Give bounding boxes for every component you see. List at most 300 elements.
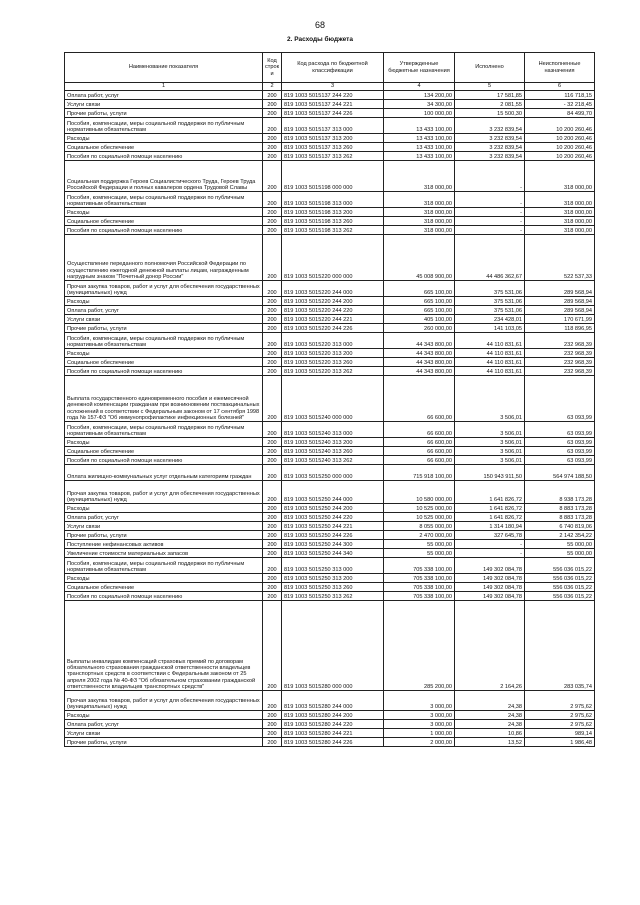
col-number: 4	[384, 83, 455, 91]
table-row	[65, 226, 595, 235]
row-budget-code: 819 1003 5015240 313 260	[282, 447, 384, 456]
table-row	[65, 235, 595, 281]
row-approved: 705 338 100,00	[384, 592, 455, 601]
row-budget-code: 819 1003 5015220 313 000	[282, 333, 384, 349]
row-unexecuted: 556 036 015,22	[525, 583, 595, 592]
row-line-code: 200	[263, 574, 282, 583]
table-row	[65, 422, 595, 438]
row-approved: 10 580 000,00	[384, 481, 455, 504]
row-name: Расходы	[65, 504, 263, 513]
row-unexecuted: 55 000,00	[525, 549, 595, 558]
row-executed: 3 232 839,54	[455, 152, 525, 161]
table-row	[65, 297, 595, 306]
row-approved: 13 433 100,00	[384, 134, 455, 143]
row-line-code: 200	[263, 729, 282, 738]
row-unexecuted: 63 093,99	[525, 422, 595, 438]
row-executed: -	[455, 161, 525, 192]
row-executed: 44 110 831,61	[455, 333, 525, 349]
row-budget-code: 819 1003 5015137 313 262	[282, 152, 384, 161]
row-name: Расходы	[65, 349, 263, 358]
row-line-code: 200	[263, 738, 282, 747]
row-approved: 10 525 000,00	[384, 513, 455, 522]
table-row	[65, 217, 595, 226]
row-budget-code: 819 1003 5015250 244 300	[282, 540, 384, 549]
row-line-code: 200	[263, 192, 282, 208]
column-number-row	[65, 83, 595, 91]
row-line-code: 200	[263, 118, 282, 134]
table-row	[65, 100, 595, 109]
table-row	[65, 540, 595, 549]
row-executed: 149 302 084,78	[455, 583, 525, 592]
row-line-code: 200	[263, 208, 282, 217]
row-unexecuted: 63 093,99	[525, 438, 595, 447]
row-unexecuted: 232 968,39	[525, 333, 595, 349]
row-approved: 318 000,00	[384, 226, 455, 235]
row-name: Прочая закупка товаров, работ и услуг для обеспечения государственных (муниципальных) нужд	[65, 481, 263, 504]
row-budget-code: 819 1003 5015280 244 000	[282, 691, 384, 711]
row-executed: 2 081,55	[455, 100, 525, 109]
table-row	[65, 504, 595, 513]
table-row	[65, 152, 595, 161]
row-unexecuted: 564 974 188,50	[525, 465, 595, 481]
row-line-code: 200	[263, 540, 282, 549]
row-unexecuted: 283 035,74	[525, 601, 595, 691]
row-approved: 705 338 100,00	[384, 574, 455, 583]
row-name: Пособия, компенсации, меры социальной поддержки по публичным нормативным обязательствам	[65, 333, 263, 349]
row-name: Пособия по социальной помощи населению	[65, 367, 263, 376]
row-unexecuted: 2 142 354,22	[525, 531, 595, 540]
row-name: Оплата работ, услуг	[65, 306, 263, 315]
row-line-code: 200	[263, 691, 282, 711]
row-name: Осуществление переданного полномочия Российской Федерации по осуществлению ежегодной денежной выплаты лицам, награжденным нагрудным знаком "Почетный донор России"	[65, 235, 263, 281]
row-budget-code: 819 1003 5015250 244 200	[282, 504, 384, 513]
table-row	[65, 456, 595, 465]
row-line-code: 200	[263, 152, 282, 161]
row-budget-code: 819 1003 5015198 313 262	[282, 226, 384, 235]
col-header-line: Код строк и	[263, 53, 282, 83]
row-line-code: 200	[263, 143, 282, 152]
row-budget-code: 819 1003 5015240 313 000	[282, 422, 384, 438]
row-executed: 3 232 839,54	[455, 143, 525, 152]
row-executed: 24,38	[455, 691, 525, 711]
row-unexecuted: 318 000,00	[525, 226, 595, 235]
row-name: Расходы	[65, 208, 263, 217]
row-budget-code: 819 1003 5015220 000 000	[282, 235, 384, 281]
row-name: Услуги связи	[65, 100, 263, 109]
row-unexecuted: 318 000,00	[525, 192, 595, 208]
row-budget-code: 819 1003 5015137 244 226	[282, 109, 384, 118]
row-budget-code: 819 1003 5015250 313 000	[282, 558, 384, 574]
row-approved: 66 600,00	[384, 456, 455, 465]
col-header-executed: Исполнено	[455, 53, 525, 83]
row-budget-code: 819 1003 5015280 244 220	[282, 720, 384, 729]
row-executed: 375 531,06	[455, 297, 525, 306]
row-line-code: 200	[263, 358, 282, 367]
row-unexecuted: 289 568,94	[525, 281, 595, 297]
row-name: Выплата государственного единовременного пособия и ежемесячной денежной компенсации гражданам при возникновении поствакцинальных осложнений в соответствии с Федеральным законом от 17 сентября 1998 года № 157-ФЗ "Об иммунопрофилактике инфекционных болезней"	[65, 376, 263, 422]
table-body	[65, 91, 595, 747]
row-executed: 24,38	[455, 720, 525, 729]
row-approved: 3 000,00	[384, 711, 455, 720]
row-unexecuted: 63 093,99	[525, 447, 595, 456]
row-name: Расходы	[65, 134, 263, 143]
table-row	[65, 324, 595, 333]
row-line-code: 200	[263, 583, 282, 592]
row-name: Социальная поддержка Героев Социалистического Труда, Героев Труда Российской Федерации и полных кавалеров ордена Трудовой Славы	[65, 161, 263, 192]
table-row	[65, 522, 595, 531]
row-line-code: 200	[263, 481, 282, 504]
row-budget-code: 819 1003 5015280 244 221	[282, 729, 384, 738]
row-executed: 3 506,01	[455, 438, 525, 447]
col-header-approved: Утвержденные бюджетные назначения	[384, 53, 455, 83]
row-name: Пособия, компенсации, меры социальной поддержки по публичным нормативным обязательствам	[65, 422, 263, 438]
row-approved: 55 000,00	[384, 549, 455, 558]
row-name: Прочие работы, услуги	[65, 738, 263, 747]
row-budget-code: 819 1003 5015280 244 226	[282, 738, 384, 747]
row-executed: -	[455, 540, 525, 549]
row-line-code: 200	[263, 456, 282, 465]
col-number: 5	[455, 83, 525, 91]
row-approved: 2 000,00	[384, 738, 455, 747]
row-executed: 375 531,06	[455, 281, 525, 297]
table-row	[65, 438, 595, 447]
row-approved: 66 600,00	[384, 447, 455, 456]
row-executed: 3 506,01	[455, 422, 525, 438]
row-name: Социальное обеспечение	[65, 358, 263, 367]
row-budget-code: 819 1003 5015250 313 260	[282, 583, 384, 592]
row-approved: 705 338 100,00	[384, 558, 455, 574]
row-budget-code: 819 1003 5015137 313 260	[282, 143, 384, 152]
row-unexecuted: 2 975,62	[525, 711, 595, 720]
row-line-code: 200	[263, 522, 282, 531]
col-number: 1	[65, 83, 263, 91]
row-budget-code: 819 1003 5015240 313 262	[282, 456, 384, 465]
row-name: Пособия по социальной помощи населению	[65, 226, 263, 235]
row-executed: 150 943 911,50	[455, 465, 525, 481]
row-line-code: 200	[263, 134, 282, 143]
row-budget-code: 819 1003 5015137 244 220	[282, 91, 384, 100]
row-unexecuted: 289 568,94	[525, 297, 595, 306]
table-row	[65, 315, 595, 324]
table-row	[65, 592, 595, 601]
row-unexecuted: 232 968,39	[525, 358, 595, 367]
row-name: Услуги связи	[65, 522, 263, 531]
row-approved: 318 000,00	[384, 192, 455, 208]
row-approved: 45 008 900,00	[384, 235, 455, 281]
row-unexecuted: 556 036 015,22	[525, 558, 595, 574]
row-name: Увеличение стоимости материальных запасов	[65, 549, 263, 558]
row-budget-code: 819 1003 5015220 244 200	[282, 297, 384, 306]
row-budget-code: 819 1003 5015240 000 000	[282, 376, 384, 422]
table-row	[65, 513, 595, 522]
row-line-code: 200	[263, 438, 282, 447]
col-header-code: Код расхода по бюджетной классификации	[282, 53, 384, 83]
row-name: Пособия по социальной помощи населению	[65, 152, 263, 161]
row-executed: 1 641 826,72	[455, 504, 525, 513]
row-approved: 3 000,00	[384, 691, 455, 711]
row-name: Расходы	[65, 574, 263, 583]
table-row	[65, 481, 595, 504]
row-line-code: 200	[263, 109, 282, 118]
row-line-code: 200	[263, 422, 282, 438]
row-executed: 3 506,01	[455, 456, 525, 465]
row-line-code: 200	[263, 297, 282, 306]
page-number: 68	[314, 20, 325, 30]
row-approved: 44 343 800,00	[384, 358, 455, 367]
col-header-name: Наименование показателя	[65, 53, 263, 83]
row-executed: -	[455, 217, 525, 226]
row-approved: 665 100,00	[384, 297, 455, 306]
table-row	[65, 376, 595, 422]
table-row	[65, 91, 595, 100]
table-row	[65, 574, 595, 583]
row-line-code: 200	[263, 349, 282, 358]
row-approved: 44 343 800,00	[384, 367, 455, 376]
row-approved: 3 000,00	[384, 720, 455, 729]
row-unexecuted: 8 883 173,28	[525, 504, 595, 513]
row-executed: 1 641 826,72	[455, 513, 525, 522]
table-row	[65, 192, 595, 208]
row-approved: 715 918 100,00	[384, 465, 455, 481]
table-row	[65, 738, 595, 747]
row-name: Поступление нефинансовых активов	[65, 540, 263, 549]
row-unexecuted: 63 093,99	[525, 376, 595, 422]
row-name: Прочие работы, услуги	[65, 531, 263, 540]
row-unexecuted: 8 883 173,28	[525, 513, 595, 522]
table-row	[65, 711, 595, 720]
row-name: Пособия, компенсации, меры социальной поддержки по публичным нормативным обязательствам	[65, 192, 263, 208]
row-executed: 1 641 826,72	[455, 481, 525, 504]
row-line-code: 200	[263, 315, 282, 324]
table-row	[65, 549, 595, 558]
table-row	[65, 720, 595, 729]
table-row	[65, 161, 595, 192]
row-executed: 10,86	[455, 729, 525, 738]
table-row	[65, 583, 595, 592]
row-unexecuted: 232 968,39	[525, 367, 595, 376]
row-line-code: 200	[263, 324, 282, 333]
row-line-code: 200	[263, 100, 282, 109]
table-row	[65, 447, 595, 456]
row-approved: 705 338 100,00	[384, 583, 455, 592]
col-number: 6	[525, 83, 595, 91]
table-row	[65, 134, 595, 143]
row-executed: 3 506,01	[455, 447, 525, 456]
row-line-code: 200	[263, 217, 282, 226]
row-approved: 44 343 800,00	[384, 349, 455, 358]
row-name: Социальное обеспечение	[65, 447, 263, 456]
row-name: Пособия, компенсации, меры социальной поддержки по публичным нормативным обязательствам	[65, 558, 263, 574]
row-budget-code: 819 1003 5015250 313 262	[282, 592, 384, 601]
row-budget-code: 819 1003 5015220 313 260	[282, 358, 384, 367]
row-executed: -	[455, 192, 525, 208]
row-unexecuted: 289 568,94	[525, 306, 595, 315]
row-executed: -	[455, 226, 525, 235]
row-line-code: 200	[263, 235, 282, 281]
table-row	[65, 531, 595, 540]
row-executed: 375 531,06	[455, 306, 525, 315]
row-executed: 1 314 180,94	[455, 522, 525, 531]
row-budget-code: 819 1003 5015220 244 221	[282, 315, 384, 324]
row-unexecuted: 55 000,00	[525, 540, 595, 549]
row-name: Социальное обеспечение	[65, 143, 263, 152]
row-unexecuted: 232 968,39	[525, 349, 595, 358]
row-unexecuted: 2 975,62	[525, 691, 595, 711]
row-approved: 100 000,00	[384, 109, 455, 118]
row-approved: 405 100,00	[384, 315, 455, 324]
row-executed: 149 302 084,78	[455, 592, 525, 601]
row-unexecuted: 1 986,48	[525, 738, 595, 747]
row-budget-code: 819 1003 5015220 313 262	[282, 367, 384, 376]
row-line-code: 200	[263, 592, 282, 601]
row-approved: 318 000,00	[384, 161, 455, 192]
row-budget-code: 819 1003 5015198 000 000	[282, 161, 384, 192]
row-unexecuted: 84 499,70	[525, 109, 595, 118]
row-budget-code: 819 1003 5015220 244 220	[282, 306, 384, 315]
row-unexecuted: 6 740 819,06	[525, 522, 595, 531]
row-executed: 3 232 839,54	[455, 134, 525, 143]
row-unexecuted: 318 000,00	[525, 208, 595, 217]
row-executed: 141 103,05	[455, 324, 525, 333]
row-line-code: 200	[263, 333, 282, 349]
row-line-code: 200	[263, 226, 282, 235]
row-unexecuted: 10 200 260,46	[525, 152, 595, 161]
row-budget-code: 819 1003 5015250 313 200	[282, 574, 384, 583]
col-header-unexecuted: Неисполненные назначения	[525, 53, 595, 83]
table-row	[65, 367, 595, 376]
row-executed: 44 110 831,61	[455, 358, 525, 367]
row-budget-code: 819 1003 5015280 000 000	[282, 601, 384, 691]
row-budget-code: 819 1003 5015198 313 200	[282, 208, 384, 217]
row-unexecuted: 170 671,99	[525, 315, 595, 324]
row-line-code: 200	[263, 91, 282, 100]
row-executed: 44 110 831,61	[455, 349, 525, 358]
row-unexecuted: 522 537,33	[525, 235, 595, 281]
row-budget-code: 819 1003 5015250 244 220	[282, 513, 384, 522]
row-approved: 10 525 000,00	[384, 504, 455, 513]
row-line-code: 200	[263, 558, 282, 574]
row-executed: 44 486 362,67	[455, 235, 525, 281]
row-approved: 66 600,00	[384, 376, 455, 422]
row-name: Прочая закупка товаров, работ и услуг для обеспечения государственных (муниципальных) нужд	[65, 281, 263, 297]
row-executed: 149 302 084,78	[455, 558, 525, 574]
row-name: Социальное обеспечение	[65, 217, 263, 226]
row-budget-code: 819 1003 5015250 244 221	[282, 522, 384, 531]
row-approved: 8 055 000,00	[384, 522, 455, 531]
table-row	[65, 281, 595, 297]
row-unexecuted: 10 200 260,46	[525, 143, 595, 152]
row-unexecuted: 116 718,15	[525, 91, 595, 100]
row-approved: 55 000,00	[384, 540, 455, 549]
row-unexecuted: 556 036 015,22	[525, 592, 595, 601]
row-unexecuted: 10 200 260,46	[525, 134, 595, 143]
row-name: Оплата жилищно-коммунальных услуг отдельным категориям граждан	[65, 465, 263, 481]
row-name: Оплата работ, услуг	[65, 720, 263, 729]
row-approved: 318 000,00	[384, 208, 455, 217]
row-unexecuted: 318 000,00	[525, 217, 595, 226]
row-line-code: 200	[263, 367, 282, 376]
row-approved: 665 100,00	[384, 281, 455, 297]
table-row	[65, 601, 595, 691]
section-title: 2. Расходы бюджета	[287, 36, 353, 43]
row-name: Расходы	[65, 297, 263, 306]
row-budget-code: 819 1003 5015250 244 226	[282, 531, 384, 540]
table-row	[65, 358, 595, 367]
table-row	[65, 306, 595, 315]
row-approved: 1 000,00	[384, 729, 455, 738]
row-line-code: 200	[263, 504, 282, 513]
table-row	[65, 691, 595, 711]
row-name: Прочие работы, услуги	[65, 109, 263, 118]
row-approved: 44 343 800,00	[384, 333, 455, 349]
row-name: Прочие работы, услуги	[65, 324, 263, 333]
row-name: Социальное обеспечение	[65, 583, 263, 592]
col-number: 2	[263, 83, 282, 91]
row-unexecuted: 10 200 260,46	[525, 118, 595, 134]
row-line-code: 200	[263, 281, 282, 297]
row-budget-code: 819 1003 5015250 000 000	[282, 465, 384, 481]
row-approved: 665 100,00	[384, 306, 455, 315]
table-row	[65, 208, 595, 217]
row-approved: 34 300,00	[384, 100, 455, 109]
row-unexecuted: 989,14	[525, 729, 595, 738]
table-row	[65, 729, 595, 738]
row-executed: 13,52	[455, 738, 525, 747]
row-executed: -	[455, 208, 525, 217]
row-approved: 66 600,00	[384, 438, 455, 447]
row-name: Пособия, компенсации, меры социальной поддержки по публичным нормативным обязательствам	[65, 118, 263, 134]
row-executed: 234 428,01	[455, 315, 525, 324]
row-line-code: 200	[263, 447, 282, 456]
row-unexecuted: 2 975,62	[525, 720, 595, 729]
row-executed: 2 164,26	[455, 601, 525, 691]
row-unexecuted: 8 938 173,28	[525, 481, 595, 504]
row-line-code: 200	[263, 465, 282, 481]
row-name: Прочая закупка товаров, работ и услуг для обеспечения государственных (муниципальных) нужд	[65, 691, 263, 711]
row-line-code: 200	[263, 531, 282, 540]
row-name: Услуги связи	[65, 729, 263, 738]
row-executed: 3 506,01	[455, 376, 525, 422]
row-approved: 285 200,00	[384, 601, 455, 691]
row-name: Выплаты инвалидам компенсаций страховых премий по договорам обязательного страхования гражданской ответственности владельцев транспортных средств в соответствии с Федеральным законом от 25 апреля 2002 года № 40-ФЗ "Об обязательном страховании гражданской ответственности владельцев транспортных средств"	[65, 601, 263, 691]
row-approved: 13 433 100,00	[384, 143, 455, 152]
row-budget-code: 819 1003 5015198 313 000	[282, 192, 384, 208]
row-budget-code: 819 1003 5015137 244 221	[282, 100, 384, 109]
row-budget-code: 819 1003 5015250 244 340	[282, 549, 384, 558]
row-budget-code: 819 1003 5015280 244 200	[282, 711, 384, 720]
row-name: Оплата работ, услуг	[65, 513, 263, 522]
row-budget-code: 819 1003 5015137 313 000	[282, 118, 384, 134]
row-unexecuted: 318 000,00	[525, 161, 595, 192]
row-approved: 13 433 100,00	[384, 152, 455, 161]
row-line-code: 200	[263, 549, 282, 558]
row-executed: 24,38	[455, 711, 525, 720]
row-budget-code: 819 1003 5015240 313 200	[282, 438, 384, 447]
row-name: Услуги связи	[65, 315, 263, 324]
row-unexecuted: - 32 218,45	[525, 100, 595, 109]
row-approved: 2 470 000,00	[384, 531, 455, 540]
row-line-code: 200	[263, 711, 282, 720]
row-unexecuted: 556 036 015,22	[525, 574, 595, 583]
col-number: 3	[282, 83, 384, 91]
row-name: Оплата работ, услуг	[65, 91, 263, 100]
row-approved: 318 000,00	[384, 217, 455, 226]
row-budget-code: 819 1003 5015250 244 000	[282, 481, 384, 504]
table-row	[65, 558, 595, 574]
row-name: Расходы	[65, 438, 263, 447]
row-budget-code: 819 1003 5015220 244 000	[282, 281, 384, 297]
row-budget-code: 819 1003 5015220 244 226	[282, 324, 384, 333]
